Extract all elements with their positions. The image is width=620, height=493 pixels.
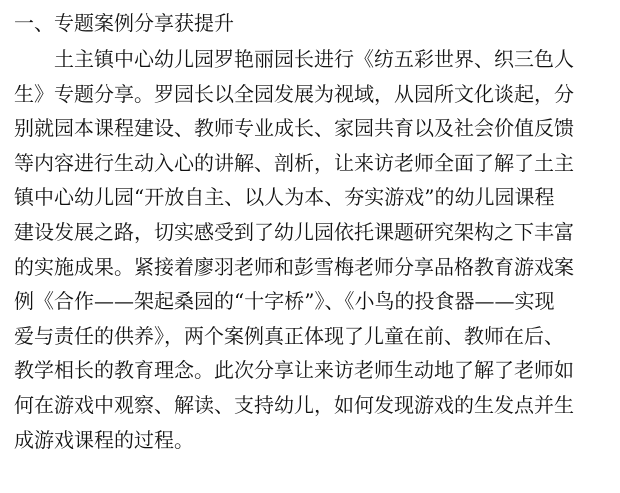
- paragraph-line: 爱与责任的供养》，两个案例真正体现了儿童在前、教师在后、: [14, 323, 564, 348]
- paragraph-line: 别就园本课程建设、教师专业成长、家园共育以及社会价值反馈: [14, 116, 574, 141]
- paragraph-line: 的实施成果。紧接着廖羽老师和彭雪梅老师分享品格教育游戏案: [14, 254, 574, 279]
- body-paragraph: [14, 42, 606, 457]
- paragraph-line: 教学相长的教育理念。此次分享让来访老师生动地了解了老师如: [14, 358, 574, 383]
- section-heading: 一、专题案例分享获提升: [14, 11, 234, 35]
- paragraph-line: 建设发展之路，切实感受到了幼儿园依托课题研究架构之下丰富: [14, 219, 574, 244]
- paragraph-line: 土主镇中心幼儿园罗艳丽园长进行《纺五彩世界、织三色人: [54, 47, 574, 71]
- paragraph-line: 例《合作——架起桑园的“十字桥”》、《小鸟的投食器——实现: [14, 289, 555, 314]
- paragraph-line: 成游戏课程的过程。: [14, 427, 194, 452]
- paragraph-line: 生》专题分享。罗园长以全园发展为视域，从园所文化谈起，分: [14, 81, 574, 106]
- paragraph-line: 等内容进行生动入心的讲解、剖析，让来访老师全面了解了土主: [14, 150, 574, 175]
- paragraph-line: 何在游戏中观察、解读、支持幼儿，如何发现游戏的生发点并生: [14, 392, 574, 417]
- paragraph-line: 镇中心幼儿园“开放自主、以人为本、夯实游戏”的幼儿园课程: [14, 185, 555, 210]
